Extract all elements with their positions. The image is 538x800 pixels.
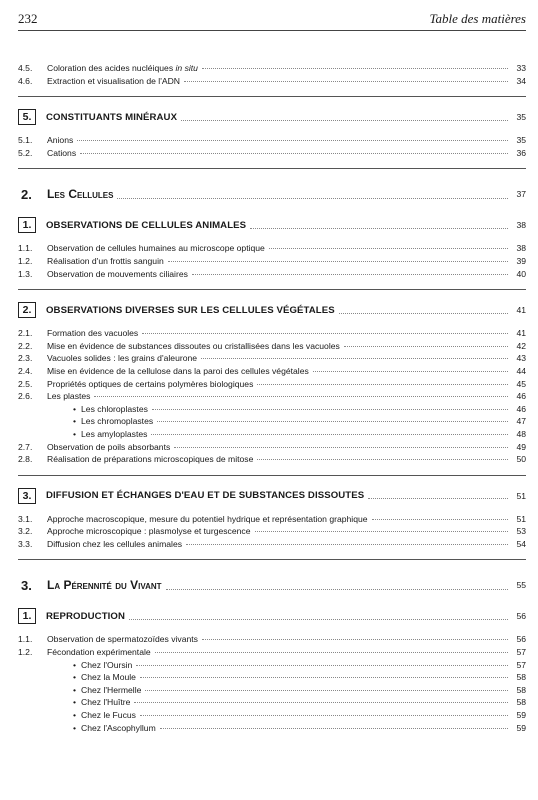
- toc-entry: [18, 62, 526, 75]
- dot-leader: [372, 519, 508, 520]
- toc-entry: [18, 255, 526, 268]
- section-heading: [18, 215, 526, 235]
- dot-leader: [201, 358, 508, 359]
- toc-entry: [18, 75, 526, 88]
- page-ref: 41: [516, 305, 526, 316]
- page-ref: 37: [516, 189, 526, 200]
- page-ref: 58: [516, 684, 526, 695]
- dot-leader: [202, 68, 508, 69]
- section-title: DIFFUSION ET ÉCHANGES D'EAU ET DE SUBSTANCES DISSOUTES: [46, 490, 365, 502]
- page-ref: 53: [516, 526, 526, 537]
- page-ref: 56: [516, 634, 526, 645]
- entry-title: Observation de poils absorbants: [47, 441, 171, 452]
- toc-entry: [18, 646, 526, 659]
- page-ref: 38: [516, 220, 526, 231]
- toc-bullet-entry: [18, 671, 526, 684]
- entry-title: • Les chloroplastes: [47, 403, 148, 416]
- page-ref: 36: [516, 147, 526, 158]
- dot-leader: [184, 81, 508, 82]
- page-header: [18, 8, 526, 31]
- toc-bullet-entry: [18, 428, 526, 441]
- toc-bullet-entry: [18, 659, 526, 672]
- running-title: Table des matières: [429, 11, 526, 26]
- entry-title: Observation de mouvements ciliaires: [47, 268, 188, 279]
- group-separator: [18, 475, 526, 476]
- page-ref: 47: [516, 416, 526, 427]
- section-heading: [18, 300, 526, 320]
- entry-title: • Chez la Moule: [47, 671, 136, 684]
- dot-leader: [134, 702, 508, 703]
- entry-title: Approche microscopique : plasmolyse et turgescence: [47, 526, 251, 537]
- entry-number: 1.1.: [18, 634, 33, 645]
- dot-leader: [160, 728, 508, 729]
- entry-title: Diffusion chez les cellules animales: [47, 538, 183, 549]
- page-ref: 35: [516, 112, 526, 123]
- page-ref: 57: [516, 659, 526, 670]
- dot-leader: [192, 274, 508, 275]
- page-ref: 49: [516, 441, 526, 452]
- page-ref: 33: [516, 63, 526, 73]
- toc-entry: [18, 378, 526, 391]
- toc-entry: [18, 352, 526, 365]
- entry-number: 2.8.: [18, 454, 33, 465]
- section-heading: [18, 107, 526, 127]
- toc-bullet-entry: [18, 722, 526, 735]
- entry-title: • Les amyloplastes: [47, 428, 147, 441]
- page-ref: 56: [516, 611, 526, 622]
- chapter-title: La Pérennité du Vivant: [47, 578, 162, 593]
- chapter-number: 2.: [21, 186, 32, 202]
- entry-number: 1.1.: [18, 243, 33, 254]
- dot-leader: [339, 313, 508, 314]
- dot-leader: [77, 140, 508, 141]
- group-separator: [18, 168, 526, 169]
- entry-number: 2.2.: [18, 340, 33, 351]
- dot-leader: [250, 228, 508, 229]
- entry-number: 3.3.: [18, 538, 33, 549]
- dot-leader: [255, 531, 509, 532]
- dot-leader: [142, 333, 508, 334]
- dot-leader: [269, 248, 508, 249]
- page-ref: 46: [516, 391, 526, 402]
- entry-title: Mise en évidence de substances dissoutes ou cristallisées dans les vacuoles: [47, 340, 340, 351]
- entry-number: 5.2.: [18, 147, 33, 158]
- toc-entry: [18, 441, 526, 454]
- section-title: OBSERVATIONS DE CELLULES ANIMALES: [46, 219, 247, 231]
- entry-title: • Chez l'Oursin: [47, 659, 132, 672]
- entry-title: Réalisation d'un frottis sanguin: [47, 255, 164, 266]
- dot-leader: [313, 371, 508, 372]
- section-number-box: 3.: [18, 488, 36, 504]
- entry-title: • Chez le Fucus: [47, 709, 136, 722]
- dot-leader: [140, 715, 508, 716]
- toc-entry: [18, 242, 526, 255]
- page-ref: 40: [516, 268, 526, 279]
- dot-leader: [152, 409, 508, 410]
- toc-entry: [18, 538, 526, 551]
- entry-title: • Chez l'Huître: [47, 696, 130, 709]
- dot-leader: [166, 589, 508, 590]
- entry-title: Cations: [47, 147, 77, 158]
- entry-number: 1.3.: [18, 268, 33, 279]
- toc-bullet-entry: [18, 696, 526, 709]
- dot-leader: [151, 434, 508, 435]
- entry-title: Réalisation de préparations microscopiques de mitose: [47, 454, 254, 465]
- entry-title: Observation de spermatozoïdes vivants: [47, 634, 198, 645]
- entry-title: • Les chromoplastes: [47, 415, 153, 428]
- page-ref: 59: [516, 722, 526, 733]
- entry-title: Vacuoles solides : les grains d'aleurone: [47, 353, 198, 364]
- entry-title: Approche macroscopique, mesure du potentiel hydrique et représentation graphique: [47, 513, 368, 524]
- section-number-box: 1.: [18, 608, 36, 624]
- entry-title: Anions: [47, 135, 74, 146]
- toc-entry: [18, 268, 526, 281]
- entry-number: 3.2.: [18, 526, 33, 537]
- section-number-box: 2.: [18, 302, 36, 318]
- toc-entry: [18, 453, 526, 466]
- entry-title: Extraction et visualisation de l'ADN: [47, 75, 180, 86]
- dot-leader: [257, 384, 508, 385]
- dot-leader: [202, 639, 508, 640]
- entry-number: 2.7.: [18, 441, 33, 452]
- page-ref: 44: [516, 365, 526, 376]
- page-ref: 39: [516, 255, 526, 266]
- dot-leader: [186, 544, 508, 545]
- toc-bullet-entry: [18, 684, 526, 697]
- table-of-contents: [18, 62, 526, 734]
- dot-leader: [157, 421, 508, 422]
- toc-bullet-entry: [18, 403, 526, 416]
- dot-leader: [145, 690, 508, 691]
- entry-title: Observation de cellules humaines au microscope optique: [47, 243, 265, 254]
- dot-leader: [140, 677, 508, 678]
- toc-entry: [18, 365, 526, 378]
- toc-entry: [18, 390, 526, 403]
- entry-number: 4.5.: [18, 63, 33, 73]
- toc-entry: [18, 340, 526, 353]
- page-ref: 35: [516, 135, 526, 146]
- entry-number: 2.5.: [18, 378, 33, 389]
- toc-entry: [18, 525, 526, 538]
- entry-title: Les plastes: [47, 391, 91, 402]
- chapter-heading: [18, 574, 526, 596]
- group-separator: [18, 289, 526, 290]
- page-number: 232: [18, 11, 38, 26]
- group-separator: [18, 559, 526, 560]
- entry-number: 1.2.: [18, 255, 33, 266]
- toc-bullet-entry: [18, 415, 526, 428]
- page-ref: 59: [516, 710, 526, 721]
- section-number-box: 5.: [18, 109, 36, 125]
- page-ref: 57: [516, 647, 526, 658]
- dot-leader: [129, 619, 508, 620]
- toc-entry: [18, 633, 526, 646]
- dot-leader: [136, 665, 508, 666]
- section-heading: [18, 486, 526, 506]
- entry-number: 1.2.: [18, 647, 33, 658]
- toc-entry: [18, 134, 526, 147]
- entry-number: 2.6.: [18, 391, 33, 402]
- page-ref: 34: [516, 75, 526, 86]
- dot-leader: [181, 120, 508, 121]
- page-ref: 58: [516, 697, 526, 708]
- group-separator: [18, 96, 526, 97]
- entry-number: 2.3.: [18, 353, 33, 364]
- entry-title: Fécondation expérimentale: [47, 647, 151, 658]
- page-ref: 45: [516, 378, 526, 389]
- dot-leader: [368, 498, 508, 499]
- entry-number: 4.6.: [18, 75, 33, 86]
- page-ref: 51: [516, 490, 526, 501]
- dot-leader: [94, 396, 508, 397]
- page-ref: 42: [516, 340, 526, 351]
- toc-entry: [18, 513, 526, 526]
- page-ref: 38: [516, 243, 526, 254]
- page-ref: 48: [516, 428, 526, 439]
- entry-title: Coloration des acides nucléiques in situ: [47, 63, 198, 73]
- section-title: REPRODUCTION: [46, 610, 126, 622]
- dot-leader: [117, 198, 508, 199]
- section-title: CONSTITUANTS MINÉRAUX: [46, 111, 178, 123]
- page-ref: 54: [516, 538, 526, 549]
- dot-leader: [257, 459, 508, 460]
- page-ref: 55: [516, 580, 526, 591]
- dot-leader: [168, 261, 508, 262]
- dot-leader: [155, 652, 508, 653]
- chapter-heading: [18, 183, 526, 205]
- entry-title: Formation des vacuoles: [47, 328, 139, 339]
- entry-title: Mise en évidence de la cellulose dans la paroi des cellules végétales: [47, 365, 309, 376]
- dot-leader: [174, 447, 508, 448]
- page-ref: 46: [516, 403, 526, 414]
- toc-bullet-entry: [18, 709, 526, 722]
- page-ref: 50: [516, 454, 526, 465]
- page-ref: 41: [516, 328, 526, 339]
- page-ref: 43: [516, 353, 526, 364]
- toc-entry: [18, 147, 526, 160]
- toc-entry: [18, 327, 526, 340]
- section-number-box: 1.: [18, 217, 36, 233]
- entry-number: 3.1.: [18, 513, 33, 524]
- entry-number: 5.1.: [18, 135, 33, 146]
- section-title: OBSERVATIONS DIVERSES SUR LES CELLULES VÉGÉTALES: [46, 304, 335, 316]
- section-heading: [18, 606, 526, 626]
- chapter-number: 3.: [21, 577, 32, 593]
- dot-leader: [80, 153, 508, 154]
- page-ref: 58: [516, 672, 526, 683]
- page-ref: 51: [516, 513, 526, 524]
- entry-title: • Chez l'Hermelle: [47, 684, 141, 697]
- chapter-title: Les Cellules: [47, 187, 114, 202]
- entry-title: • Chez l'Ascophyllum: [47, 722, 156, 735]
- entry-number: 2.4.: [18, 365, 33, 376]
- entry-number: 2.1.: [18, 328, 33, 339]
- dot-leader: [344, 346, 508, 347]
- entry-title: Propriétés optiques de certains polymères biologiques: [47, 378, 254, 389]
